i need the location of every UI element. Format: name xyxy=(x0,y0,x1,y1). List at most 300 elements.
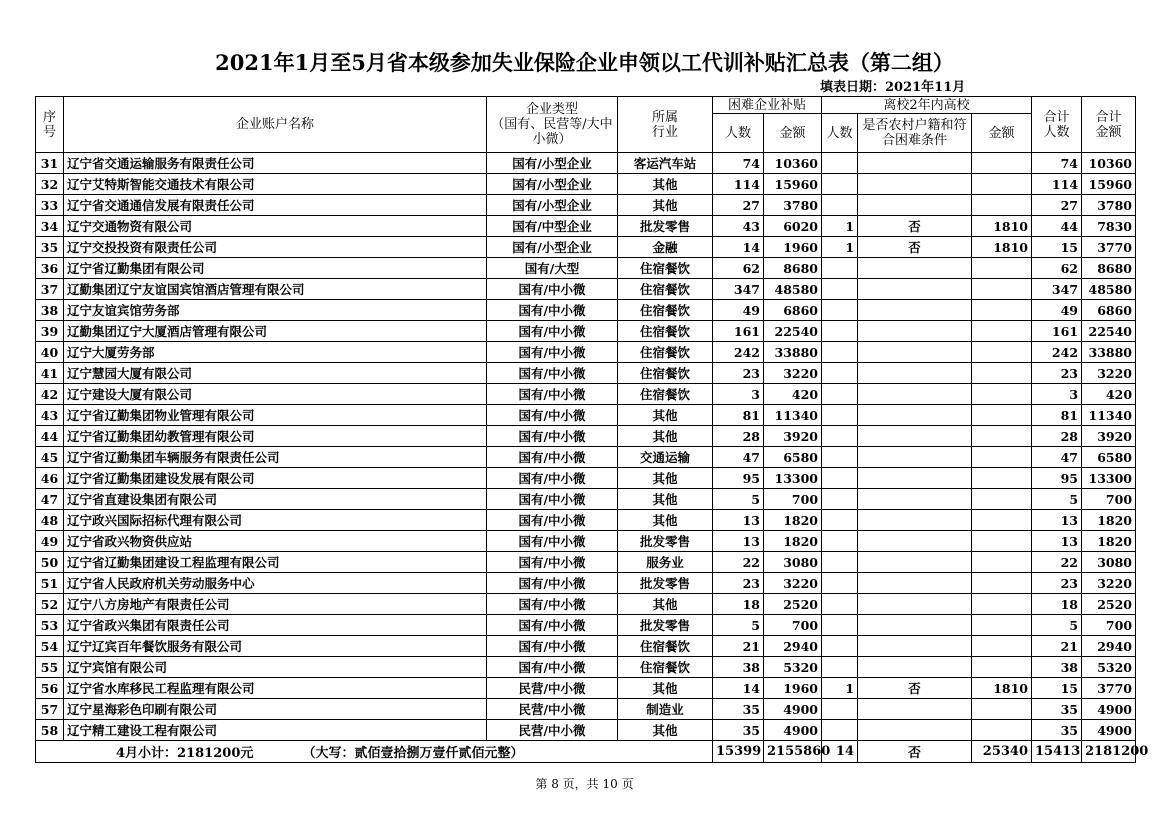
row-grad-rural xyxy=(858,468,972,489)
table-row xyxy=(36,531,1136,552)
row-type: 国有/中小微 xyxy=(487,405,618,426)
row-type: 民营/中小微 xyxy=(487,678,618,699)
row-type: 国有/中小微 xyxy=(487,510,618,531)
row-hard-amount: 3220 xyxy=(764,363,822,384)
row-seq: 58 xyxy=(36,720,64,741)
row-grad-rural xyxy=(858,384,972,405)
row-hard-people: 5 xyxy=(713,489,764,510)
row-grad-people: 1 xyxy=(822,678,858,699)
row-total-people: 347 xyxy=(1032,279,1082,300)
row-hard-amount: 1960 xyxy=(764,678,822,699)
row-name: 辽宁八方房地产有限责任公司 xyxy=(64,594,487,615)
row-industry: 其他 xyxy=(618,594,713,615)
total-hard-amount: 2155860 xyxy=(764,741,822,763)
row-grad-amount xyxy=(972,699,1032,720)
row-name: 辽宁省辽勤集团车辆服务有限责任公司 xyxy=(64,447,487,468)
row-hard-amount: 3220 xyxy=(764,573,822,594)
row-total-amount: 3080 xyxy=(1082,552,1136,573)
row-type: 国有/中小微 xyxy=(487,489,618,510)
row-hard-people: 13 xyxy=(713,531,764,552)
row-name: 辽宁建设大厦有限公司 xyxy=(64,384,487,405)
row-grad-amount xyxy=(972,594,1032,615)
table-row xyxy=(36,573,1136,594)
row-grad-rural xyxy=(858,510,972,531)
row-seq: 45 xyxy=(36,447,64,468)
row-total-amount: 7830 xyxy=(1082,216,1136,237)
row-grad-rural: 否 xyxy=(858,216,972,237)
row-industry: 住宿餐饮 xyxy=(618,279,713,300)
row-total-people: 74 xyxy=(1032,153,1082,174)
table-row xyxy=(36,174,1136,195)
row-total-people: 23 xyxy=(1032,573,1082,594)
row-total-amount: 13300 xyxy=(1082,468,1136,489)
table-row xyxy=(36,720,1136,741)
row-name: 辽宁省政兴集团有限责任公司 xyxy=(64,615,487,636)
row-industry: 制造业 xyxy=(618,699,713,720)
summary-table xyxy=(35,96,1149,763)
row-grad-amount xyxy=(972,174,1032,195)
row-hard-people: 95 xyxy=(713,468,764,489)
row-hard-amount: 22540 xyxy=(764,321,822,342)
row-total-amount: 11340 xyxy=(1082,405,1136,426)
row-industry: 服务业 xyxy=(618,552,713,573)
table-row xyxy=(36,657,1136,678)
row-name: 辽宁省政兴物资供应站 xyxy=(64,531,487,552)
header-grad-people: 人数 xyxy=(822,114,858,153)
row-grad-rural xyxy=(858,300,972,321)
row-total-amount: 420 xyxy=(1082,384,1136,405)
row-grad-rural xyxy=(858,552,972,573)
table-row xyxy=(36,594,1136,615)
row-name: 辽宁省辽勤集团物业管理有限公司 xyxy=(64,405,487,426)
row-type: 国有/中小微 xyxy=(487,300,618,321)
row-total-people: 18 xyxy=(1032,594,1082,615)
row-grad-rural xyxy=(858,174,972,195)
row-type: 国有/小型企业 xyxy=(487,237,618,258)
row-total-amount: 5320 xyxy=(1082,657,1136,678)
row-grad-rural xyxy=(858,321,972,342)
row-grad-people xyxy=(822,699,858,720)
row-total-people: 62 xyxy=(1032,258,1082,279)
row-name: 辽宁省水库移民工程监理有限公司 xyxy=(64,678,487,699)
row-seq: 42 xyxy=(36,384,64,405)
row-grad-rural xyxy=(858,636,972,657)
row-hard-amount: 700 xyxy=(764,615,822,636)
row-name: 辽宁星海彩色印刷有限公司 xyxy=(64,699,487,720)
row-total-amount: 8680 xyxy=(1082,258,1136,279)
row-grad-amount xyxy=(972,489,1032,510)
row-grad-people xyxy=(822,321,858,342)
row-grad-people: 1 xyxy=(822,237,858,258)
row-total-amount: 3220 xyxy=(1082,573,1136,594)
row-type: 国有/中型企业 xyxy=(487,216,618,237)
row-industry: 其他 xyxy=(618,510,713,531)
row-hard-people: 18 xyxy=(713,594,764,615)
row-seq: 35 xyxy=(36,237,64,258)
row-total-amount: 6580 xyxy=(1082,447,1136,468)
row-industry: 其他 xyxy=(618,174,713,195)
row-total-amount: 2520 xyxy=(1082,594,1136,615)
header-hard-group: 困难企业补贴 xyxy=(713,97,822,114)
row-hard-amount: 3780 xyxy=(764,195,822,216)
row-hard-amount: 8680 xyxy=(764,258,822,279)
header-name: 企业账户名称 xyxy=(64,97,487,153)
row-seq: 54 xyxy=(36,636,64,657)
row-hard-amount: 4900 xyxy=(764,720,822,741)
header-grad-rural: 是否农村户籍和符合困难条件 xyxy=(858,114,972,153)
row-total-people: 35 xyxy=(1032,699,1082,720)
row-hard-people: 23 xyxy=(713,363,764,384)
row-grad-rural xyxy=(858,195,972,216)
row-grad-rural: 否 xyxy=(858,678,972,699)
row-name: 辽宁精工建设工程有限公司 xyxy=(64,720,487,741)
row-industry: 其他 xyxy=(618,678,713,699)
header-total-people: 合计 人数 xyxy=(1032,97,1082,153)
row-hard-people: 27 xyxy=(713,195,764,216)
row-seq: 37 xyxy=(36,279,64,300)
header-grad-amount: 金额 xyxy=(972,114,1032,153)
total-capital: （大写：贰佰壹拾捌万壹仟贰佰元整） xyxy=(302,746,524,761)
row-name: 辽宁省人民政府机关劳动服务中心 xyxy=(64,573,487,594)
row-type: 国有/小型企业 xyxy=(487,174,618,195)
row-industry: 金融 xyxy=(618,237,713,258)
row-seq: 34 xyxy=(36,216,64,237)
header-seq: 序号 xyxy=(36,97,64,153)
row-grad-amount xyxy=(972,447,1032,468)
row-seq: 41 xyxy=(36,363,64,384)
row-total-people: 161 xyxy=(1032,321,1082,342)
row-industry: 批发零售 xyxy=(618,216,713,237)
row-grad-people xyxy=(822,552,858,573)
row-industry: 其他 xyxy=(618,195,713,216)
row-type: 国有/小型企业 xyxy=(487,195,618,216)
row-grad-rural xyxy=(858,279,972,300)
row-hard-amount: 6020 xyxy=(764,216,822,237)
row-grad-rural xyxy=(858,258,972,279)
row-hard-amount: 700 xyxy=(764,489,822,510)
row-grad-rural xyxy=(858,405,972,426)
row-grad-amount xyxy=(972,720,1032,741)
header-industry: 所属 行业 xyxy=(618,97,713,153)
row-seq: 48 xyxy=(36,510,64,531)
total-total-people: 15413 xyxy=(1032,741,1082,763)
row-hard-people: 21 xyxy=(713,636,764,657)
row-type: 国有/中小微 xyxy=(487,363,618,384)
row-grad-people xyxy=(822,258,858,279)
row-total-people: 5 xyxy=(1032,489,1082,510)
row-name: 辽宁交投投资有限责任公司 xyxy=(64,237,487,258)
row-hard-people: 14 xyxy=(713,678,764,699)
row-total-amount: 22540 xyxy=(1082,321,1136,342)
row-industry: 交通运输 xyxy=(618,447,713,468)
row-hard-amount: 6580 xyxy=(764,447,822,468)
row-name: 辽宁省直建设集团有限公司 xyxy=(64,489,487,510)
row-grad-people xyxy=(822,342,858,363)
row-hard-people: 43 xyxy=(713,216,764,237)
row-hard-people: 347 xyxy=(713,279,764,300)
row-total-amount: 10360 xyxy=(1082,153,1136,174)
row-industry: 其他 xyxy=(618,405,713,426)
row-hard-amount: 33880 xyxy=(764,342,822,363)
row-grad-people xyxy=(822,489,858,510)
table-row xyxy=(36,300,1136,321)
row-total-amount: 3920 xyxy=(1082,426,1136,447)
row-grad-rural: 否 xyxy=(858,237,972,258)
row-name: 辽宁宾馆有限公司 xyxy=(64,657,487,678)
row-industry: 其他 xyxy=(618,426,713,447)
row-type: 国有/中小微 xyxy=(487,384,618,405)
row-hard-amount: 1960 xyxy=(764,237,822,258)
total-row xyxy=(36,741,1136,763)
table-row xyxy=(36,636,1136,657)
row-grad-people xyxy=(822,279,858,300)
row-name: 辽勤集团辽宁大厦酒店管理有限公司 xyxy=(64,321,487,342)
row-seq: 57 xyxy=(36,699,64,720)
row-grad-rural xyxy=(858,594,972,615)
row-seq: 49 xyxy=(36,531,64,552)
row-hard-amount: 2520 xyxy=(764,594,822,615)
row-grad-amount xyxy=(972,258,1032,279)
total-label: 4月小计：2181200元 xyxy=(116,746,254,761)
fill-date: 填表日期：2021年11月 xyxy=(820,80,966,95)
row-type: 国有/小型企业 xyxy=(487,153,618,174)
table-row xyxy=(36,237,1136,258)
row-type: 国有/中小微 xyxy=(487,468,618,489)
row-type: 国有/中小微 xyxy=(487,279,618,300)
row-hard-people: 47 xyxy=(713,447,764,468)
table-row xyxy=(36,468,1136,489)
row-total-people: 15 xyxy=(1032,237,1082,258)
row-type: 国有/大型 xyxy=(487,258,618,279)
row-type: 国有/中小微 xyxy=(487,552,618,573)
page-footer: 第 8 页，共 10 页 xyxy=(535,777,634,791)
row-grad-rural xyxy=(858,447,972,468)
table-row xyxy=(36,615,1136,636)
table-row xyxy=(36,321,1136,342)
row-grad-people xyxy=(822,195,858,216)
row-name: 辽宁大厦劳务部 xyxy=(64,342,487,363)
row-hard-people: 35 xyxy=(713,720,764,741)
row-grad-amount xyxy=(972,552,1032,573)
row-hard-people: 23 xyxy=(713,573,764,594)
row-total-amount: 3220 xyxy=(1082,363,1136,384)
row-seq: 32 xyxy=(36,174,64,195)
row-total-people: 114 xyxy=(1032,174,1082,195)
total-grad-rural: 否 xyxy=(858,741,972,763)
row-total-people: 15 xyxy=(1032,678,1082,699)
row-grad-rural xyxy=(858,720,972,741)
row-industry: 住宿餐饮 xyxy=(618,384,713,405)
row-name: 辽宁交通物资有限公司 xyxy=(64,216,487,237)
row-grad-people xyxy=(822,405,858,426)
row-hard-people: 3 xyxy=(713,384,764,405)
row-grad-people xyxy=(822,174,858,195)
row-grad-people xyxy=(822,384,858,405)
row-total-amount: 4900 xyxy=(1082,699,1136,720)
row-total-people: 21 xyxy=(1032,636,1082,657)
row-hard-people: 114 xyxy=(713,174,764,195)
row-seq: 33 xyxy=(36,195,64,216)
row-total-amount: 15960 xyxy=(1082,174,1136,195)
row-grad-people xyxy=(822,426,858,447)
row-grad-amount xyxy=(972,342,1032,363)
row-grad-people xyxy=(822,657,858,678)
row-industry: 住宿餐饮 xyxy=(618,342,713,363)
table-row xyxy=(36,216,1136,237)
row-grad-rural xyxy=(858,657,972,678)
row-total-people: 28 xyxy=(1032,426,1082,447)
row-hard-people: 22 xyxy=(713,552,764,573)
row-industry: 住宿餐饮 xyxy=(618,300,713,321)
total-label-cell xyxy=(36,741,713,763)
row-grad-amount xyxy=(972,321,1032,342)
row-grad-people xyxy=(822,300,858,321)
header-total-amount: 合计 金额 xyxy=(1082,97,1136,153)
table-row xyxy=(36,153,1136,174)
row-industry: 住宿餐饮 xyxy=(618,321,713,342)
row-grad-people xyxy=(822,363,858,384)
table-row xyxy=(36,426,1136,447)
row-industry: 其他 xyxy=(618,468,713,489)
row-total-people: 242 xyxy=(1032,342,1082,363)
row-hard-amount: 6860 xyxy=(764,300,822,321)
row-industry: 住宿餐饮 xyxy=(618,657,713,678)
row-hard-amount: 420 xyxy=(764,384,822,405)
row-hard-amount: 15960 xyxy=(764,174,822,195)
row-seq: 47 xyxy=(36,489,64,510)
row-total-amount: 3770 xyxy=(1082,678,1136,699)
row-total-amount: 1820 xyxy=(1082,531,1136,552)
row-grad-amount: 1810 xyxy=(972,237,1032,258)
table-row xyxy=(36,384,1136,405)
row-seq: 50 xyxy=(36,552,64,573)
row-hard-people: 242 xyxy=(713,342,764,363)
row-total-amount: 4900 xyxy=(1082,720,1136,741)
row-seq: 56 xyxy=(36,678,64,699)
row-grad-amount xyxy=(972,531,1032,552)
row-seq: 52 xyxy=(36,594,64,615)
row-total-amount: 3770 xyxy=(1082,237,1136,258)
row-hard-people: 81 xyxy=(713,405,764,426)
row-hard-people: 49 xyxy=(713,300,764,321)
row-type: 国有/中小微 xyxy=(487,447,618,468)
row-type: 国有/中小微 xyxy=(487,636,618,657)
row-grad-people xyxy=(822,468,858,489)
table-row xyxy=(36,510,1136,531)
row-grad-rural xyxy=(858,426,972,447)
row-grad-people xyxy=(822,636,858,657)
row-seq: 38 xyxy=(36,300,64,321)
row-type: 民营/中小微 xyxy=(487,720,618,741)
row-total-amount: 700 xyxy=(1082,489,1136,510)
row-grad-amount xyxy=(972,426,1032,447)
row-total-people: 5 xyxy=(1032,615,1082,636)
row-hard-amount: 1820 xyxy=(764,510,822,531)
row-hard-people: 161 xyxy=(713,321,764,342)
row-total-amount: 700 xyxy=(1082,615,1136,636)
row-grad-amount xyxy=(972,405,1032,426)
row-name: 辽宁省交通通信发展有限责任公司 xyxy=(64,195,487,216)
row-grad-amount xyxy=(972,153,1032,174)
row-industry: 住宿餐饮 xyxy=(618,636,713,657)
row-grad-amount xyxy=(972,573,1032,594)
row-total-people: 3 xyxy=(1032,384,1082,405)
row-total-amount: 48580 xyxy=(1082,279,1136,300)
row-hard-amount: 1820 xyxy=(764,531,822,552)
row-grad-amount xyxy=(972,468,1032,489)
row-seq: 44 xyxy=(36,426,64,447)
total-grad-amount: 25340 xyxy=(972,741,1032,763)
header-hard-people: 人数 xyxy=(713,114,764,153)
row-grad-amount xyxy=(972,300,1032,321)
row-grad-people xyxy=(822,573,858,594)
row-grad-people xyxy=(822,153,858,174)
row-type: 国有/中小微 xyxy=(487,531,618,552)
row-grad-amount: 1810 xyxy=(972,216,1032,237)
row-name: 辽宁艾特斯智能交通技术有限公司 xyxy=(64,174,487,195)
row-grad-rural xyxy=(858,615,972,636)
row-hard-amount: 4900 xyxy=(764,699,822,720)
row-grad-amount xyxy=(972,510,1032,531)
row-industry: 批发零售 xyxy=(618,531,713,552)
header-type: 企业类型 （国有、民营等/大中小微） xyxy=(487,97,618,153)
row-grad-people xyxy=(822,447,858,468)
row-name: 辽宁省辽勤集团有限公司 xyxy=(64,258,487,279)
total-hard-people: 15399 xyxy=(713,741,764,763)
row-total-people: 22 xyxy=(1032,552,1082,573)
row-type: 国有/中小微 xyxy=(487,426,618,447)
table-row xyxy=(36,489,1136,510)
row-hard-amount: 10360 xyxy=(764,153,822,174)
row-grad-rural xyxy=(858,153,972,174)
row-total-people: 81 xyxy=(1032,405,1082,426)
row-name: 辽宁省辽勤集团建设发展有限公司 xyxy=(64,468,487,489)
row-hard-people: 5 xyxy=(713,615,764,636)
row-grad-rural xyxy=(858,342,972,363)
row-type: 国有/中小微 xyxy=(487,321,618,342)
row-hard-people: 28 xyxy=(713,426,764,447)
row-grad-amount xyxy=(972,615,1032,636)
row-hard-people: 14 xyxy=(713,237,764,258)
table-row xyxy=(36,699,1136,720)
total-total-amount: 2181200 xyxy=(1082,741,1136,763)
row-grad-rural xyxy=(858,363,972,384)
row-grad-amount xyxy=(972,384,1032,405)
row-total-people: 35 xyxy=(1032,720,1082,741)
row-seq: 43 xyxy=(36,405,64,426)
row-total-people: 38 xyxy=(1032,657,1082,678)
row-grad-amount: 1810 xyxy=(972,678,1032,699)
row-grad-people: 1 xyxy=(822,216,858,237)
row-name: 辽宁政兴国际招标代理有限公司 xyxy=(64,510,487,531)
row-name: 辽勤集团辽宁友谊国宾馆酒店管理有限公司 xyxy=(64,279,487,300)
table-row xyxy=(36,447,1136,468)
row-grad-people xyxy=(822,720,858,741)
row-total-amount: 6860 xyxy=(1082,300,1136,321)
row-name: 辽宁辽宾百年餐饮服务有限公司 xyxy=(64,636,487,657)
row-industry: 住宿餐饮 xyxy=(618,258,713,279)
row-hard-people: 13 xyxy=(713,510,764,531)
row-grad-amount xyxy=(972,195,1032,216)
row-hard-amount: 48580 xyxy=(764,279,822,300)
row-grad-people xyxy=(822,510,858,531)
row-grad-amount xyxy=(972,657,1032,678)
row-grad-amount xyxy=(972,636,1032,657)
row-hard-people: 62 xyxy=(713,258,764,279)
row-seq: 51 xyxy=(36,573,64,594)
row-industry: 其他 xyxy=(618,720,713,741)
table-row xyxy=(36,678,1136,699)
